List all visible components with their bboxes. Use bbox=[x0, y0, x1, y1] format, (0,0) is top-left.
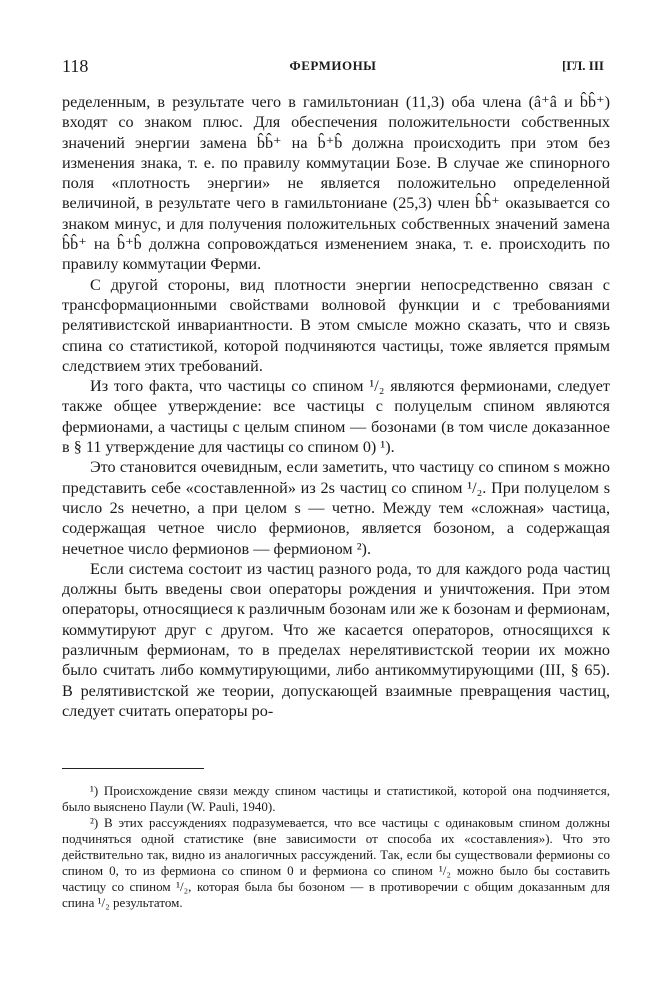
footnote-separator bbox=[62, 768, 204, 769]
paragraph-4: Это становится очевидным, если заметить, что частицу со спином s можно представить себе «составленной» из 2s частиц со спином ¹/₂. При полуцелом s число 2s нечетно, а при целом s — четно. Между тем «сложная» частица, содержащая четное число фермионов, является бозоном, а содержащая нечетное число фермионов — фермионом ²). bbox=[62, 458, 610, 558]
paragraph-1: ределенным, в результате чего в гамильтониан (11,3) оба члена (â⁺â и b̂b̂⁺) входят со знаком плюс. Для обеспечения положительности собственных значений энергии замена b̂b̂⁺ на b̂⁺b̂ должна происходить при этом без изменения знака, т. е. по правилу коммутации Бозе. В случае же спинорного поля «плотность энергии» не является положительно определенной величиной, в результате чего в гамильтониане (25,3) член b̂b̂⁺ оказывается со знаком минус, и для получения положительных собственных значений замена b̂b̂⁺ на b̂⁺b̂ должна сопровождаться изменением знака, т. е. происходить по правилу коммутации Ферми. bbox=[62, 93, 610, 274]
paragraph-5: Если система состоит из частиц разного рода, то для каждого рода частиц должны быть введены свои операторы рождения и уничтожения. При этом операторы, относящиеся к различным бозонам или же к бозонам и фермионам, коммутируют друг с другом. Что же касается операторов, относящихся к различным фермионам, то в пределах нерелятивистской теории их можно было считать либо коммутирующими, либо антикоммутирующими (III, § 65). В релятивистской же теории, допускающей взаимные превращения частиц, следует считать операторы ро- bbox=[62, 559, 610, 720]
footnote-1: ¹) Происхождение связи между спином частицы и статистикой, которой она подчиняется, было выяснено Паули (W. Pauli, 1940). bbox=[62, 783, 610, 814]
footnote-2: ²) В этих рассуждениях подразумевается, что все частицы с одинаковым спином должны подчиняться одной статистике (вне зависимости от способа их «составления»). Что это действительно так, видно из аналогичных рассуждений. Так, если бы существовали фермионы со спином 0, то из фермиона со спином 0 и фермиона со спином ¹/₂ можно было бы составить частицу со спином ¹/₂, которая была бы бозоном — в противоречии с общим доказанным для спина ¹/₂ результатом. bbox=[62, 815, 610, 910]
footnotes bbox=[62, 783, 610, 911]
page-number: 118 bbox=[62, 56, 89, 76]
section-title: ФЕРМИОНЫ bbox=[289, 58, 377, 73]
paragraph-2: С другой стороны, вид плотности энергии непосредственно связан с трансформационными свойствами волновой функции и с требованиями релятивистской инвариантности. В этом смысле можно сказать, что и связь спина со статистикой, которой подчиняются частицы, тоже является прямым следствием этих требований. bbox=[62, 275, 610, 375]
chapter-label: [ГЛ. III bbox=[561, 58, 604, 73]
running-header bbox=[62, 56, 604, 80]
main-text bbox=[62, 92, 610, 721]
paragraph-3: Из того факта, что частицы со спином ¹/₂ являются фермионами, следует также общее утверждение: все частицы с полуцелым спином являются фермионами, а частицы с целым спином — бозонами (в том числе доказанное в § 11 утверждение для частицы со спином 0) ¹). bbox=[62, 377, 610, 457]
